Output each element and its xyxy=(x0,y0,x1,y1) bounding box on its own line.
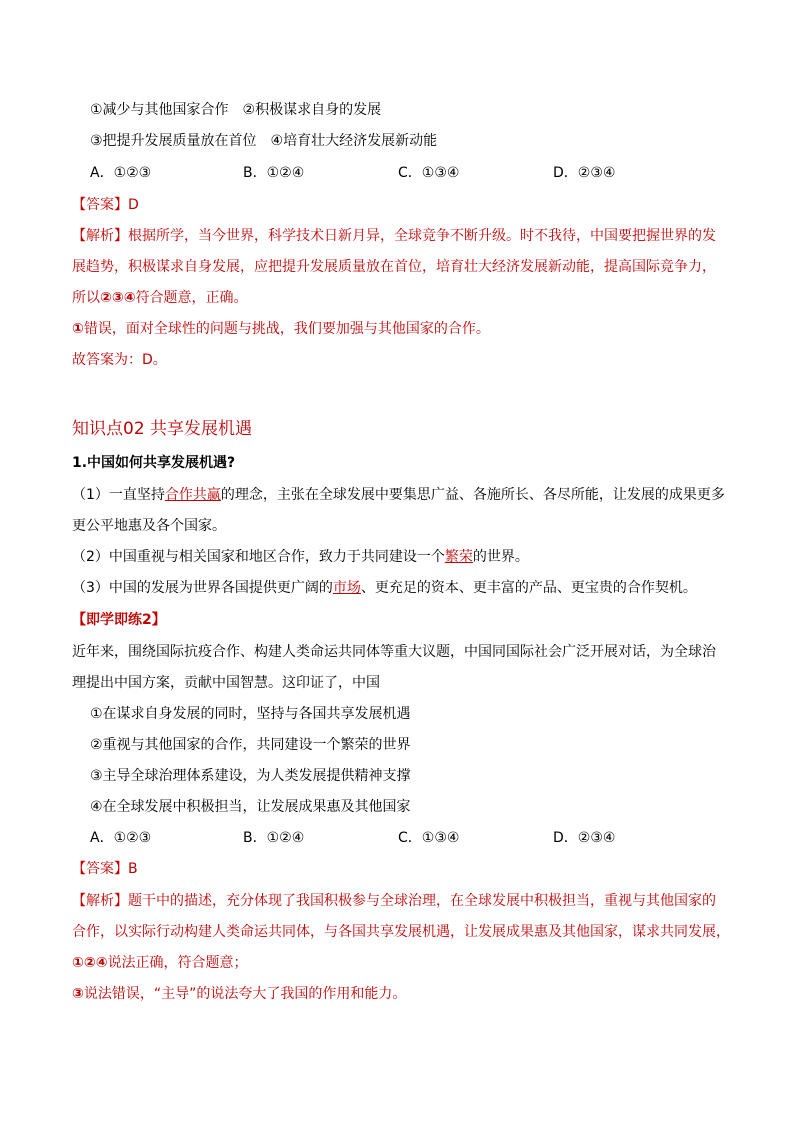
practice-label: 【即学即练2】 xyxy=(72,612,166,628)
q2-answer xyxy=(72,859,138,879)
wrong-num: ① xyxy=(72,321,84,337)
q2-option-d: D．②③④ xyxy=(553,830,616,846)
answer-label: 【答案】 xyxy=(72,861,128,877)
analysis-label: 【解析】 xyxy=(72,228,128,244)
p3-post: 、更充足的资本、更丰富的产品、更宝贵的合作契机。 xyxy=(360,580,697,596)
q1-analysis-line-4 xyxy=(72,319,490,339)
q2-option-c: C．①③④ xyxy=(398,830,460,846)
section-point-3 xyxy=(72,578,697,598)
p3-pre: （3）中国的发展为世界各国提供更广阔的 xyxy=(72,580,333,596)
section-question: 1.中国如何共享发展机遇? xyxy=(72,455,236,471)
q1-option-a: A．①②③ xyxy=(90,165,152,181)
q1-analysis-line-3 xyxy=(72,288,248,308)
answer-label: 【答案】 xyxy=(72,197,128,213)
section-point-1-cont: 更公平地惠及各个国家。 xyxy=(72,518,226,534)
p1-keyword: 合作共赢 xyxy=(164,487,221,503)
q1-final-answer: 故答案为：D。 xyxy=(72,352,167,368)
line4-num: ③ xyxy=(72,986,84,1002)
q1-answer xyxy=(72,195,139,215)
p3-keyword: 市场 xyxy=(332,580,361,596)
line4-post: 说法错误，“主导”的说法夸大了我国的作用和能力。 xyxy=(83,986,407,1002)
p1-pre: （1）一直坚持 xyxy=(72,487,165,503)
wrong-text: 错误，面对全球性的问题与挑战，我们要加强与其他国家的合作。 xyxy=(83,321,490,337)
analysis-label: 【解析】 xyxy=(72,893,128,909)
q2-statement-1: ①在谋求自身发展的同时，坚持与各国共享发展机遇 xyxy=(90,706,411,722)
q2-analysis-line-4 xyxy=(72,984,406,1004)
q2-stem-line-2: 理提出中国方案，贡献中国智慧。这印证了，中国 xyxy=(72,675,380,691)
analysis-post: 符合题意，正确。 xyxy=(135,290,248,306)
analysis-pre: 所以 xyxy=(72,290,100,306)
section-point-1 xyxy=(72,485,725,505)
q1-option-c: C．①③④ xyxy=(398,165,460,181)
q2-analysis-line-1 xyxy=(72,891,716,911)
analysis-text: 题干中的描述，充分体现了我国积极参与全球治理，在全球发展中积极担当，重视与其他国家的 xyxy=(128,893,716,909)
p2-post: 的世界。 xyxy=(472,549,529,565)
p1-post: 的理念，主张在全球发展中要集思广益、各施所长、各尽所能，让发展的成果更多 xyxy=(220,487,725,503)
q2-option-b: B．①②④ xyxy=(243,830,305,846)
analysis-text: 根据所学，当今世界，科学技术日新月异，全球竞争不断升级。时不我待，中国要把握世界的发 xyxy=(128,228,716,244)
q2-analysis-line-3 xyxy=(72,953,248,973)
p2-pre: （2）中国重视与相关国家和地区合作，致力于共同建设一个 xyxy=(72,549,445,565)
q2-option-a: A．①②③ xyxy=(90,830,152,846)
q2-statement-3: ③主导全球治理体系建设，为人类发展提供精神支撑 xyxy=(90,768,411,784)
answer-value: B xyxy=(128,861,138,877)
q1-analysis-line-1 xyxy=(72,226,716,246)
q1-analysis-line-2: 展趋势，积极谋求自身发展，应把提升发展质量放在首位，培育壮大经济发展新动能，提高国际竞争力， xyxy=(72,259,716,275)
q2-statement-2: ②重视与其他国家的合作，共同建设一个繁荣的世界 xyxy=(90,737,411,753)
section-title: 知识点02 共享发展机遇 xyxy=(72,419,253,439)
line3-post: 说法正确，符合题意； xyxy=(107,955,248,971)
line3-nums: ①②④ xyxy=(72,955,108,971)
section-point-2 xyxy=(72,547,529,567)
q2-analysis-line-2: 合作，以实际行动构建人类命运共同体，与各国共享发展机遇，让发展成果惠及其他国家，谋求共同发展， xyxy=(72,924,730,940)
q1-statement-1: ①减少与其他国家合作 ②积极谋求自身的发展 xyxy=(90,102,382,118)
q1-option-d: D．②③④ xyxy=(553,165,616,181)
analysis-nums: ②③④ xyxy=(100,290,136,306)
q1-statement-2: ③把提升发展质量放在首位 ④培育壮大经济发展新动能 xyxy=(90,133,438,149)
q2-statement-4: ④在全球发展中积极担当，让发展成果惠及其他国家 xyxy=(90,799,411,815)
p2-keyword: 繁荣 xyxy=(444,549,473,565)
q2-stem-line-1: 近年来，围绕国际抗疫合作、构建人类命运共同体等重大议题，中国同国际社会广泛开展对话，为全球治 xyxy=(72,644,716,660)
q1-option-b: B．①②④ xyxy=(243,165,305,181)
answer-value: D xyxy=(128,197,139,213)
